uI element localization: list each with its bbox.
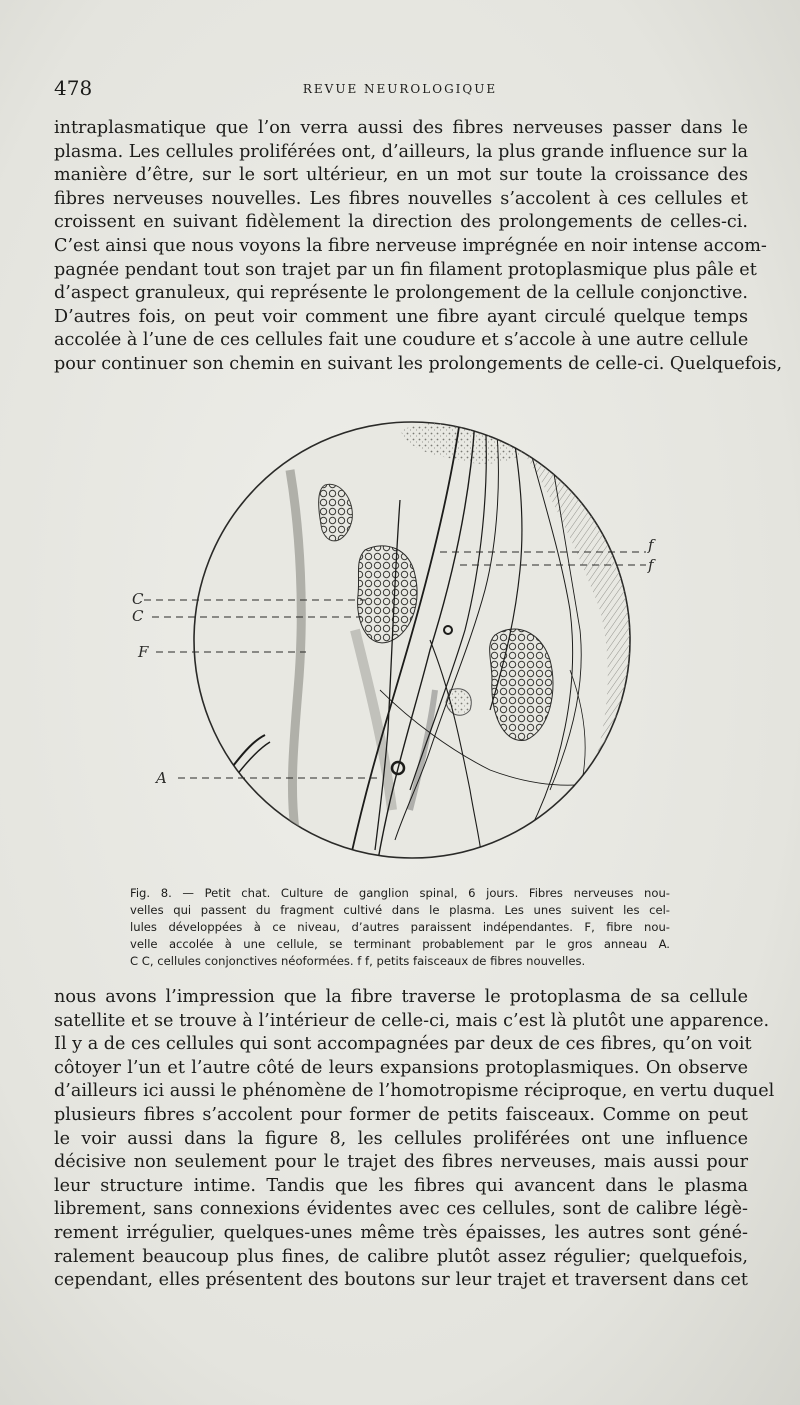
text-line: intraplasmatique que l’on verra aussi des fibres nerveuses passer dans le xyxy=(54,118,748,138)
text-line: d’aspect granuleux, qui représente le prolongement de la cellule conjonctive. xyxy=(54,283,748,304)
text-line: rement irrégulier, quelques-unes même très épaisses, les autres sont géné- xyxy=(54,1222,748,1243)
text-line: librement, sans connexions évidentes avec ces cellules, sont de calibre légè- xyxy=(54,1199,748,1220)
text-line: plasma. Les cellules proliférées ont, d’ailleurs, la plus grande influence sur la xyxy=(54,141,748,162)
microscope-field-drawing xyxy=(130,390,670,880)
text-line: Il y a de ces cellules qui sont accompagnées par deux de ces fibres, qu’on voit xyxy=(54,1034,752,1055)
text-line: le voir aussi dans la figure 8, les cellules proliférées ont une influence xyxy=(54,1128,748,1149)
journal-title: REVUE NEUROLOGIQUE xyxy=(302,82,498,96)
text-line: D’autres fois, on peut voir comment une fibre ayant circulé quelque temps xyxy=(54,306,748,327)
text-line: ralement beaucoup plus fines, de calibre plutôt assez régulier; quelquefois, xyxy=(54,1246,748,1267)
text-line: plusieurs fibres s’accolent pour former de petits faisceaux. Comme on peut xyxy=(54,1104,748,1125)
label-f-small: f xyxy=(648,536,654,554)
text-line: leur structure intime. Tandis que les fibres qui avancent dans le plasma xyxy=(54,1175,748,1196)
label-c: C xyxy=(132,607,144,625)
text-line: croissent en suivant fidèlement la direction des prolongements de celles-ci. xyxy=(54,212,748,233)
label-f-small: f xyxy=(648,556,654,574)
caption-line: lules développées à ce niveau, d’autres paraissent indépendantes. F, fibre nou- xyxy=(130,920,670,934)
text-line: pour continuer son chemin en suivant les prolongements de celle-ci. Quelquefois, xyxy=(54,353,783,374)
figure-caption xyxy=(130,885,670,970)
label-f: F xyxy=(138,643,149,661)
label-c: C xyxy=(132,590,144,608)
caption-line: velles qui passent du fragment cultivé dans le plasma. Les unes suivent les cel- xyxy=(130,903,670,917)
page-number: 478 xyxy=(54,76,93,100)
cell-small xyxy=(446,689,471,716)
caption-line: velle accolée à une cellule, se terminant probablement par le gros anneau A. xyxy=(130,937,670,951)
caption-line: C C, cellules conjonctives néoformées. f f, petits faisceaux de fibres nouvelles. xyxy=(130,954,586,968)
running-header xyxy=(52,76,748,100)
bottom-paragraph xyxy=(54,986,775,1293)
text-line: nous avons l’impression que la fibre traverse le protoplasma de sa cellule xyxy=(54,987,748,1007)
text-line: manière d’être, sur le sort ultérieur, en un mot sur toute la croissance des xyxy=(54,165,748,186)
text-line: pagnée pendant tout son trajet par un fin filament protoplasmique plus pâle et xyxy=(54,259,757,280)
cell-right xyxy=(490,629,553,740)
caption-line: Fig. 8. — Petit chat. Culture de ganglion spinal, 6 jours. Fibres nerveuses nou- xyxy=(130,886,670,900)
text-line: satellite et se trouve à l’intérieur de celle-ci, mais c’est là plutôt une apparence. xyxy=(54,1010,770,1031)
text-line: C’est ainsi que nous voyons la fibre nerveuse imprégnée en noir intense accom- xyxy=(54,235,767,256)
top-paragraph xyxy=(54,117,783,377)
text-line: cependant, elles présentent des boutons sur leur trajet et traversent dans cet xyxy=(54,1270,748,1291)
text-line: d’ailleurs ici aussi le phénomène de l’homotropisme réciproque, en vertu duquel xyxy=(54,1081,775,1102)
text-line: accolée à l’une de ces cellules fait une coudure et s’accole à une autre cellule xyxy=(54,330,749,351)
figure-8-micrograph xyxy=(130,390,670,880)
text-line: côtoyer l’un et l’autre côté de leurs expansions protoplasmiques. On observe xyxy=(54,1057,748,1078)
text-line: fibres nerveuses nouvelles. Les fibres nouvelles s’accolent à ces cellules et xyxy=(54,188,748,209)
text-line: décisive non seulement pour le trajet des fibres nerveuses, mais aussi pour xyxy=(54,1152,748,1173)
label-a: A xyxy=(156,769,167,787)
